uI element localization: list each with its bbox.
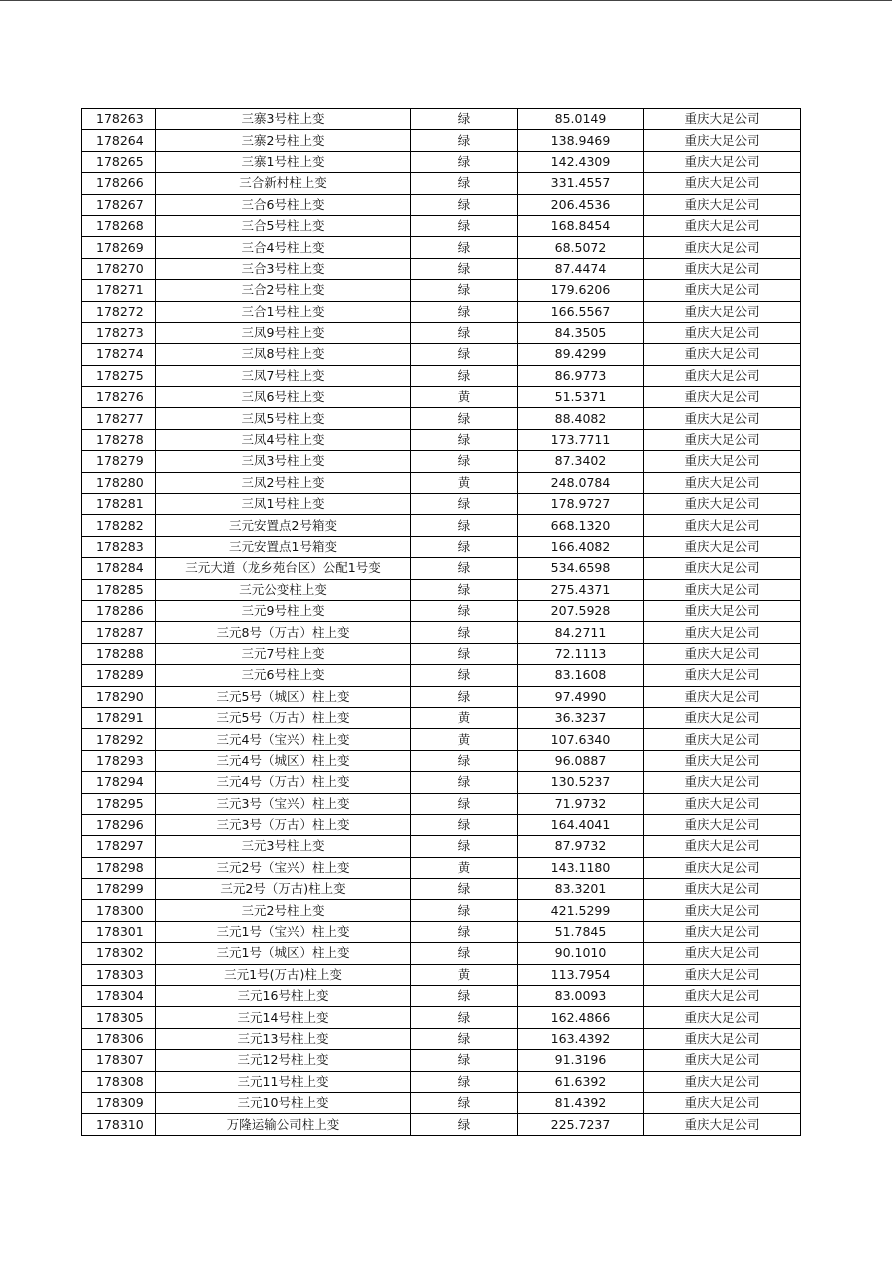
capacity-value: 91.3196 [518,1050,644,1071]
table-row [82,1007,801,1028]
transformer-name: 三元12号柱上变 [156,1050,411,1071]
row-id: 178307 [82,1050,156,1071]
capacity-value: 84.2711 [518,622,644,643]
transformer-name: 三合5号柱上变 [156,215,411,236]
table-row [82,194,801,215]
transformer-name: 三元11号柱上变 [156,1071,411,1092]
capacity-value: 178.9727 [518,494,644,515]
row-id: 178306 [82,1028,156,1049]
capacity-value: 88.4082 [518,408,644,429]
table-row [82,600,801,621]
status-color: 黄 [411,857,518,878]
transformer-name: 三元4号（万古）柱上变 [156,772,411,793]
table-row [82,237,801,258]
row-id: 178281 [82,494,156,515]
status-color: 绿 [411,986,518,1007]
transformer-name: 三元13号柱上变 [156,1028,411,1049]
company-name: 重庆大足公司 [644,237,801,258]
transformer-name: 三元公变柱上变 [156,579,411,600]
company-name: 重庆大足公司 [644,1092,801,1113]
capacity-value: 113.7954 [518,964,644,985]
transformer-table [81,108,801,1136]
capacity-value: 51.5371 [518,387,644,408]
table-row [82,536,801,557]
capacity-value: 84.3505 [518,322,644,343]
company-name: 重庆大足公司 [644,857,801,878]
company-name: 重庆大足公司 [644,750,801,771]
status-color: 绿 [411,215,518,236]
capacity-value: 534.6598 [518,558,644,579]
company-name: 重庆大足公司 [644,429,801,450]
table-row [82,215,801,236]
table-row [82,1071,801,1092]
row-id: 178305 [82,1007,156,1028]
capacity-value: 162.4866 [518,1007,644,1028]
capacity-value: 130.5237 [518,772,644,793]
row-id: 178300 [82,900,156,921]
capacity-value: 166.5567 [518,301,644,322]
company-name: 重庆大足公司 [644,515,801,536]
company-name: 重庆大足公司 [644,215,801,236]
row-id: 178271 [82,280,156,301]
status-color: 绿 [411,921,518,942]
status-color: 绿 [411,643,518,664]
capacity-value: 275.4371 [518,579,644,600]
capacity-value: 179.6206 [518,280,644,301]
row-id: 178263 [82,109,156,130]
row-id: 178283 [82,536,156,557]
capacity-value: 166.4082 [518,536,644,557]
capacity-value: 142.4309 [518,151,644,172]
status-color: 绿 [411,1114,518,1135]
status-color: 绿 [411,772,518,793]
table-row [82,879,801,900]
table-row [82,579,801,600]
company-name: 重庆大足公司 [644,301,801,322]
transformer-name: 三元6号柱上变 [156,665,411,686]
transformer-name: 三元10号柱上变 [156,1092,411,1113]
status-color: 绿 [411,1007,518,1028]
status-color: 绿 [411,237,518,258]
table-row [82,258,801,279]
status-color: 绿 [411,793,518,814]
company-name: 重庆大足公司 [644,1114,801,1135]
row-id: 178289 [82,665,156,686]
status-color: 绿 [411,515,518,536]
table-row [82,515,801,536]
status-color: 绿 [411,429,518,450]
company-name: 重庆大足公司 [644,322,801,343]
company-name: 重庆大足公司 [644,707,801,728]
capacity-value: 87.3402 [518,451,644,472]
table-row [82,921,801,942]
row-id: 178290 [82,686,156,707]
capacity-value: 87.9732 [518,836,644,857]
status-color: 绿 [411,836,518,857]
transformer-name: 三凤1号柱上变 [156,494,411,515]
capacity-value: 164.4041 [518,814,644,835]
company-name: 重庆大足公司 [644,665,801,686]
transformer-name: 三元7号柱上变 [156,643,411,664]
company-name: 重庆大足公司 [644,109,801,130]
table-row [82,109,801,130]
transformer-name: 三凤3号柱上变 [156,451,411,472]
company-name: 重庆大足公司 [644,686,801,707]
capacity-value: 143.1180 [518,857,644,878]
row-id: 178273 [82,322,156,343]
status-color: 绿 [411,494,518,515]
capacity-value: 173.7711 [518,429,644,450]
row-id: 178272 [82,301,156,322]
company-name: 重庆大足公司 [644,558,801,579]
status-color: 绿 [411,322,518,343]
transformer-name: 三元1号（城区）柱上变 [156,943,411,964]
status-color: 绿 [411,1092,518,1113]
capacity-value: 68.5072 [518,237,644,258]
transformer-name: 三合6号柱上变 [156,194,411,215]
company-name: 重庆大足公司 [644,1007,801,1028]
table-row [82,729,801,750]
table-row [82,1114,801,1135]
table-row [82,986,801,1007]
table-row [82,130,801,151]
table-row [82,622,801,643]
row-id: 178265 [82,151,156,172]
table-row [82,686,801,707]
company-name: 重庆大足公司 [644,900,801,921]
company-name: 重庆大足公司 [644,600,801,621]
table-row [82,322,801,343]
status-color: 黄 [411,729,518,750]
company-name: 重庆大足公司 [644,173,801,194]
transformer-name: 三寨3号柱上变 [156,109,411,130]
status-color: 绿 [411,109,518,130]
transformer-name: 三元2号（万古)柱上变 [156,879,411,900]
table-row [82,429,801,450]
transformer-name: 三元3号（万古）柱上变 [156,814,411,835]
transformer-name: 三元安置点2号箱变 [156,515,411,536]
transformer-name: 三寨1号柱上变 [156,151,411,172]
table-row [82,408,801,429]
status-color: 黄 [411,707,518,728]
transformer-name: 三元安置点1号箱变 [156,536,411,557]
status-color: 绿 [411,900,518,921]
row-id: 178288 [82,643,156,664]
company-name: 重庆大足公司 [644,130,801,151]
row-id: 178297 [82,836,156,857]
company-name: 重庆大足公司 [644,344,801,365]
capacity-value: 36.3237 [518,707,644,728]
status-color: 绿 [411,365,518,386]
row-id: 178285 [82,579,156,600]
status-color: 绿 [411,344,518,365]
row-id: 178267 [82,194,156,215]
capacity-value: 225.7237 [518,1114,644,1135]
table-row [82,1050,801,1071]
transformer-name: 三合4号柱上变 [156,237,411,258]
table-row [82,1028,801,1049]
capacity-value: 668.1320 [518,515,644,536]
status-color: 绿 [411,750,518,771]
company-name: 重庆大足公司 [644,151,801,172]
company-name: 重庆大足公司 [644,494,801,515]
row-id: 178274 [82,344,156,365]
capacity-value: 83.1608 [518,665,644,686]
status-color: 绿 [411,665,518,686]
status-color: 绿 [411,558,518,579]
row-id: 178309 [82,1092,156,1113]
table-row [82,280,801,301]
capacity-value: 138.9469 [518,130,644,151]
capacity-value: 51.7845 [518,921,644,942]
company-name: 重庆大足公司 [644,365,801,386]
status-color: 绿 [411,301,518,322]
row-id: 178276 [82,387,156,408]
row-id: 178287 [82,622,156,643]
transformer-name: 三凤2号柱上变 [156,472,411,493]
company-name: 重庆大足公司 [644,772,801,793]
table-row [82,173,801,194]
capacity-value: 421.5299 [518,900,644,921]
row-id: 178293 [82,750,156,771]
row-id: 178278 [82,429,156,450]
table-row [82,151,801,172]
company-name: 重庆大足公司 [644,1071,801,1092]
capacity-value: 71.9732 [518,793,644,814]
row-id: 178266 [82,173,156,194]
row-id: 178295 [82,793,156,814]
row-id: 178268 [82,215,156,236]
capacity-value: 331.4557 [518,173,644,194]
company-name: 重庆大足公司 [644,964,801,985]
status-color: 绿 [411,194,518,215]
table-row [82,665,801,686]
row-id: 178299 [82,879,156,900]
row-id: 178294 [82,772,156,793]
company-name: 重庆大足公司 [644,258,801,279]
row-id: 178301 [82,921,156,942]
status-color: 绿 [411,943,518,964]
transformer-name: 三合1号柱上变 [156,301,411,322]
table-row [82,793,801,814]
status-color: 绿 [411,1028,518,1049]
row-id: 178298 [82,857,156,878]
table-row [82,558,801,579]
row-id: 178270 [82,258,156,279]
company-name: 重庆大足公司 [644,793,801,814]
transformer-name: 三元5号（万古）柱上变 [156,707,411,728]
company-name: 重庆大足公司 [644,814,801,835]
row-id: 178280 [82,472,156,493]
transformer-name: 三元1号（宝兴）柱上变 [156,921,411,942]
row-id: 178308 [82,1071,156,1092]
capacity-value: 163.4392 [518,1028,644,1049]
status-color: 绿 [411,814,518,835]
transformer-name: 三合2号柱上变 [156,280,411,301]
row-id: 178302 [82,943,156,964]
capacity-value: 87.4474 [518,258,644,279]
transformer-name: 三元8号（万古）柱上变 [156,622,411,643]
company-name: 重庆大足公司 [644,836,801,857]
row-id: 178286 [82,600,156,621]
transformer-name: 三元5号（城区）柱上变 [156,686,411,707]
capacity-value: 81.4392 [518,1092,644,1113]
table-row [82,964,801,985]
row-id: 178269 [82,237,156,258]
status-color: 绿 [411,408,518,429]
table-row [82,494,801,515]
company-name: 重庆大足公司 [644,387,801,408]
capacity-value: 90.1010 [518,943,644,964]
table-row [82,643,801,664]
company-name: 重庆大足公司 [644,579,801,600]
capacity-value: 96.0887 [518,750,644,771]
capacity-value: 248.0784 [518,472,644,493]
company-name: 重庆大足公司 [644,879,801,900]
row-id: 178310 [82,1114,156,1135]
status-color: 绿 [411,280,518,301]
transformer-name: 三凤9号柱上变 [156,322,411,343]
table-row [82,301,801,322]
page-top-border [0,0,892,1]
transformer-name: 三元3号柱上变 [156,836,411,857]
status-color: 黄 [411,964,518,985]
transformer-name: 三元4号（宝兴）柱上变 [156,729,411,750]
capacity-value: 168.8454 [518,215,644,236]
capacity-value: 83.3201 [518,879,644,900]
company-name: 重庆大足公司 [644,986,801,1007]
row-id: 178291 [82,707,156,728]
company-name: 重庆大足公司 [644,643,801,664]
table-row [82,451,801,472]
table-row [82,814,801,835]
transformer-name: 万隆运输公司柱上变 [156,1114,411,1135]
row-id: 178303 [82,964,156,985]
table-row [82,365,801,386]
row-id: 178279 [82,451,156,472]
company-name: 重庆大足公司 [644,194,801,215]
row-id: 178284 [82,558,156,579]
row-id: 178304 [82,986,156,1007]
capacity-value: 97.4990 [518,686,644,707]
capacity-value: 61.6392 [518,1071,644,1092]
status-color: 绿 [411,1050,518,1071]
status-color: 绿 [411,130,518,151]
table-row [82,344,801,365]
row-id: 178275 [82,365,156,386]
transformer-name: 三元3号（宝兴）柱上变 [156,793,411,814]
transformer-name: 三元9号柱上变 [156,600,411,621]
status-color: 绿 [411,258,518,279]
status-color: 绿 [411,686,518,707]
row-id: 178264 [82,130,156,151]
transformer-name: 三凤4号柱上变 [156,429,411,450]
transformer-name: 三元2号柱上变 [156,900,411,921]
capacity-value: 89.4299 [518,344,644,365]
capacity-value: 83.0093 [518,986,644,1007]
transformer-name: 三合新村柱上变 [156,173,411,194]
status-color: 绿 [411,600,518,621]
company-name: 重庆大足公司 [644,1050,801,1071]
row-id: 178282 [82,515,156,536]
capacity-value: 207.5928 [518,600,644,621]
transformer-name: 三元1号(万古)柱上变 [156,964,411,985]
transformer-name: 三元4号（城区）柱上变 [156,750,411,771]
table-row [82,857,801,878]
transformer-name: 三元16号柱上变 [156,986,411,1007]
table-row [82,472,801,493]
table-row [82,900,801,921]
company-name: 重庆大足公司 [644,622,801,643]
table-row [82,772,801,793]
status-color: 绿 [411,536,518,557]
status-color: 绿 [411,451,518,472]
transformer-name: 三合3号柱上变 [156,258,411,279]
company-name: 重庆大足公司 [644,408,801,429]
row-id: 178296 [82,814,156,835]
transformer-name: 三元14号柱上变 [156,1007,411,1028]
transformer-name: 三元大道（龙乡苑台区）公配1号变 [156,558,411,579]
capacity-value: 107.6340 [518,729,644,750]
status-color: 绿 [411,1071,518,1092]
table-row [82,943,801,964]
company-name: 重庆大足公司 [644,451,801,472]
company-name: 重庆大足公司 [644,729,801,750]
status-color: 绿 [411,622,518,643]
transformer-name: 三凤7号柱上变 [156,365,411,386]
status-color: 黄 [411,387,518,408]
status-color: 绿 [411,879,518,900]
table-row [82,750,801,771]
status-color: 绿 [411,151,518,172]
transformer-name: 三凤6号柱上变 [156,387,411,408]
status-color: 绿 [411,579,518,600]
table-row [82,836,801,857]
company-name: 重庆大足公司 [644,1028,801,1049]
table-row [82,387,801,408]
table-row [82,1092,801,1113]
row-id: 178277 [82,408,156,429]
company-name: 重庆大足公司 [644,472,801,493]
capacity-value: 206.4536 [518,194,644,215]
table-row [82,707,801,728]
company-name: 重庆大足公司 [644,280,801,301]
status-color: 绿 [411,173,518,194]
capacity-value: 86.9773 [518,365,644,386]
transformer-name: 三寨2号柱上变 [156,130,411,151]
capacity-value: 85.0149 [518,109,644,130]
status-color: 黄 [411,472,518,493]
row-id: 178292 [82,729,156,750]
transformer-name: 三元2号（宝兴）柱上变 [156,857,411,878]
transformer-name: 三凤8号柱上变 [156,344,411,365]
company-name: 重庆大足公司 [644,943,801,964]
company-name: 重庆大足公司 [644,921,801,942]
transformer-name: 三凤5号柱上变 [156,408,411,429]
capacity-value: 72.1113 [518,643,644,664]
company-name: 重庆大足公司 [644,536,801,557]
